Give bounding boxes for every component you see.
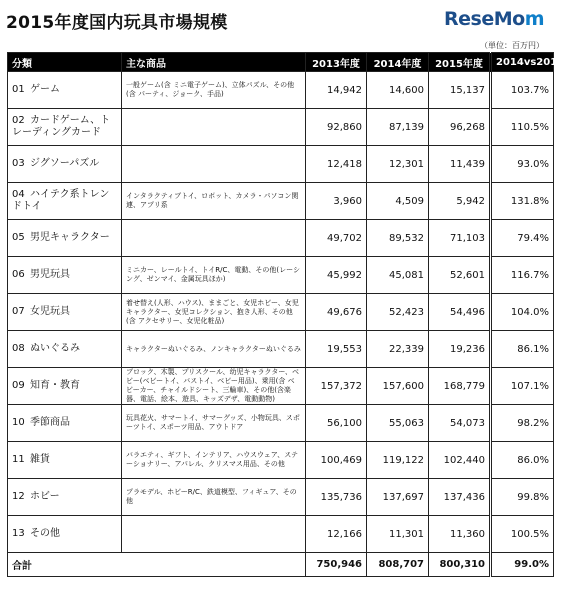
value-2013: 56,100 [306,405,367,442]
value-2013: 12,166 [306,516,367,553]
table-row [8,331,554,368]
category-cell [8,479,122,516]
category-number: 10 [12,417,25,428]
table-row [8,516,554,553]
header-ratio: 2014vs2015 [491,53,554,72]
category-cell [8,72,122,109]
ratio-cell: 107.1% [491,368,554,405]
category-name: 男児キャラクター [30,232,110,243]
ratio-cell: 86.1% [491,331,554,368]
category-name: 男児玩具 [30,269,70,280]
products-cell: インタラクティブトイ、ロボット、カメラ・パソコン関連、アプリ系 [122,183,306,220]
category-number: 06 [12,269,25,280]
value-2015: 137,436 [429,479,491,516]
table-row [8,479,554,516]
resemom-logo [444,8,544,30]
total-2014: 808,707 [367,553,429,577]
header-products: 主な商品 [122,53,306,72]
category-name: その他 [30,528,60,539]
products-cell [122,146,306,183]
category-cell [8,220,122,257]
total-2015: 800,310 [429,553,491,577]
products-cell [122,516,306,553]
products-cell: ブロック、木製、プリスクール、幼児キャラクター、ベビー(ベビートイ、バストイ、ベビー用品)、乗用(含 ベビーカー、チャイルドシート、三輪車)、その他(含楽器、電話、絵本、遊具、キッズデザ、電動動物) [122,368,306,405]
logo-accent: m [524,8,544,30]
category-name: ぬいぐるみ [30,343,80,354]
products-cell: バラエティ、ギフト、インテリア、ハウスウェア、ステーショナリー、アパレル、クリスマス用品、その他 [122,442,306,479]
ratio-cell: 93.0% [491,146,554,183]
value-2014: 87,139 [367,109,429,146]
table-row [8,257,554,294]
value-2014: 119,122 [367,442,429,479]
total-row [8,553,554,577]
category-name: 雑貨 [30,454,50,465]
ratio-cell: 79.4% [491,220,554,257]
category-name: カードゲーム、トレーディングカード [12,115,111,138]
header-row [8,53,554,72]
value-2014: 137,697 [367,479,429,516]
products-cell: ミニカー、レールトイ、トイR/C、電動、その他(レーシング、ゼンマイ、金属玩具ほか) [122,257,306,294]
category-cell [8,146,122,183]
ratio-cell: 110.5% [491,109,554,146]
ratio-cell: 86.0% [491,442,554,479]
table-row [8,146,554,183]
value-2015: 52,601 [429,257,491,294]
total-ratio: 99.0% [491,553,554,577]
category-number: 01 [12,84,25,95]
category-name: 季節商品 [30,417,70,428]
category-number: 12 [12,491,25,502]
category-name: 女児玩具 [30,306,70,317]
category-number: 08 [12,343,25,354]
header-2015: 2015年度 [429,53,491,72]
category-name: ゲーム [30,84,60,95]
products-cell: プラモデル、ホビーR/C、鉄道模型、フィギュア、その他 [122,479,306,516]
table-row [8,405,554,442]
category-cell [8,331,122,368]
unit-note: （単位：百万円） [480,41,544,50]
category-number: 07 [12,306,25,317]
category-name: ジグソーパズル [30,158,100,169]
total-label: 合計 [8,553,306,577]
products-cell: 着せ替え(人形、ハウス)、ままごと、女児ホビー、女児キャラクター、女児コレクション、抱き人形、その他(含 アクセサリー、女児化粧品) [122,294,306,331]
value-2013: 49,702 [306,220,367,257]
products-cell: 玩具花火、サマートイ、サマーグッズ、小物玩具、スポーツトイ、スポーツ用品、アウトドア [122,405,306,442]
ratio-cell: 131.8% [491,183,554,220]
value-2013: 157,372 [306,368,367,405]
ratio-cell: 104.0% [491,294,554,331]
table-row [8,109,554,146]
value-2015: 96,268 [429,109,491,146]
category-cell [8,516,122,553]
ratio-cell: 100.5% [491,516,554,553]
value-2013: 45,992 [306,257,367,294]
ratio-cell: 99.8% [491,479,554,516]
value-2014: 52,423 [367,294,429,331]
products-cell [122,220,306,257]
value-2015: 5,942 [429,183,491,220]
value-2013: 14,942 [306,72,367,109]
category-number: 09 [12,380,25,391]
value-2014: 12,301 [367,146,429,183]
category-name: 知育・教育 [30,380,80,391]
table-row [8,220,554,257]
ratio-cell: 116.7% [491,257,554,294]
value-2014: 55,063 [367,405,429,442]
category-cell [8,257,122,294]
value-2015: 168,779 [429,368,491,405]
value-2015: 19,236 [429,331,491,368]
value-2015: 102,440 [429,442,491,479]
products-cell: キャラクターぬいぐるみ、ノンキャラクターぬいぐるみ [122,331,306,368]
value-2014: 14,600 [367,72,429,109]
value-2013: 100,469 [306,442,367,479]
category-cell [8,405,122,442]
value-2014: 22,339 [367,331,429,368]
table-row [8,294,554,331]
value-2015: 71,103 [429,220,491,257]
value-2015: 54,073 [429,405,491,442]
category-cell [8,109,122,146]
products-cell: 一般ゲーム(含 ミニ電子ゲーム)、立体パズル、その他(含 パーティ、ジョーク、手品) [122,72,306,109]
header-2014: 2014年度 [367,53,429,72]
category-number: 05 [12,232,25,243]
category-number: 13 [12,528,25,539]
category-cell [8,183,122,220]
value-2014: 11,301 [367,516,429,553]
products-cell [122,109,306,146]
logo-text: ReseMo [444,8,525,30]
value-2013: 19,553 [306,331,367,368]
value-2015: 11,439 [429,146,491,183]
category-name: ハイテク系トレンドトイ [12,189,110,212]
total-2013: 750,946 [306,553,367,577]
category-cell [8,294,122,331]
value-2013: 49,676 [306,294,367,331]
page-title: 2015年度国内玩具市場規模 [6,13,228,33]
value-2014: 89,532 [367,220,429,257]
ratio-cell: 98.2% [491,405,554,442]
category-number: 03 [12,158,25,169]
header-2013: 2013年度 [306,53,367,72]
category-cell [8,442,122,479]
value-2013: 3,960 [306,183,367,220]
category-cell [8,368,122,405]
value-2014: 4,509 [367,183,429,220]
table-row [8,442,554,479]
table-row [8,183,554,220]
value-2013: 135,736 [306,479,367,516]
table-row [8,368,554,405]
header-category: 分類 [8,53,122,72]
category-number: 11 [12,454,25,465]
ratio-cell: 103.7% [491,72,554,109]
value-2015: 54,496 [429,294,491,331]
value-2013: 12,418 [306,146,367,183]
category-number: 04 [12,189,25,200]
value-2014: 45,081 [367,257,429,294]
category-name: ホビー [30,491,60,502]
table-row [8,72,554,109]
value-2013: 92,860 [306,109,367,146]
value-2015: 15,137 [429,72,491,109]
value-2015: 11,360 [429,516,491,553]
category-number: 02 [12,115,25,126]
value-2014: 157,600 [367,368,429,405]
toy-market-table [7,52,564,577]
